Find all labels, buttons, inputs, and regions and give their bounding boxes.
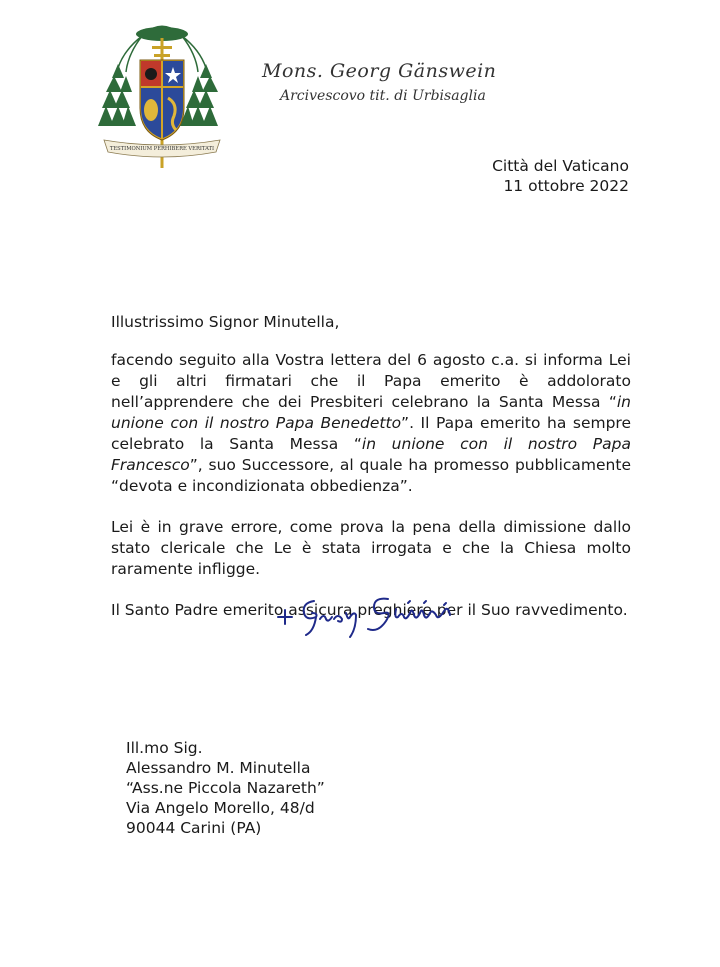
paragraph-1-part-a: facendo seguito alla Vostra lettera del 6 agosto c.a. si informa Lei e gli altri firmatari che il Papa emerito è addolorato nell’apprendere che dei Presbiteri celebrano la Santa Messa “ [111,351,631,411]
paragraph-2: Lei è in grave errore, come prova la pena della dimissione dallo stato clericale che Le è stata irrogata e che la Chiesa molto raramente infligge. [111,518,631,578]
paragraph-3: Il Santo Padre emerito assicura preghiere per il Suo ravvedimento. [111,601,628,619]
salutation: Illustrissimo Signor Minutella, [111,313,340,331]
paragraph-1-quote-benedetto: in unione con il nostro Papa Benedetto [111,393,631,432]
paragraph-1-quote-francesco: in unione con il nostro Papa Francesco [111,435,631,474]
recipient-address [126,738,325,838]
address-line-3: “Ass.ne Piccola Nazareth” [126,779,325,797]
paragraph-1-part-e: ”, suo Successore, al quale ha promesso pubblicamente “devota e incondizionata obbedienza”. [111,456,631,495]
letter-body [111,312,631,621]
address-line-5: 90044 Carini (PA) [126,819,262,837]
address-line-4: Via Angelo Morello, 48/d [126,799,315,817]
address-line-2: Alessandro M. Minutella [126,759,311,777]
date: 11 ottobre 2022 [503,177,629,195]
handwritten-signature [258,577,468,639]
letterhead [262,60,496,104]
coat-of-arms-logo [98,20,226,172]
address-line-1: Ill.mo Sig. [126,739,203,757]
letterhead-title: Arcivescovo tit. di Urbisaglia [280,88,486,104]
svg-text:TESTIMONIUM PERHIBERE VERITATI: TESTIMONIUM PERHIBERE VERITATI [109,146,215,152]
place: Città del Vaticano [492,157,629,175]
letterhead-name: Mons. Georg Gänswein [262,60,497,82]
paragraph-1-part-c: ”. Il Papa emerito ha sempre celebrato la Santa Messa “ [111,414,631,453]
paragraph-1 [111,350,631,497]
place-date [492,156,629,196]
